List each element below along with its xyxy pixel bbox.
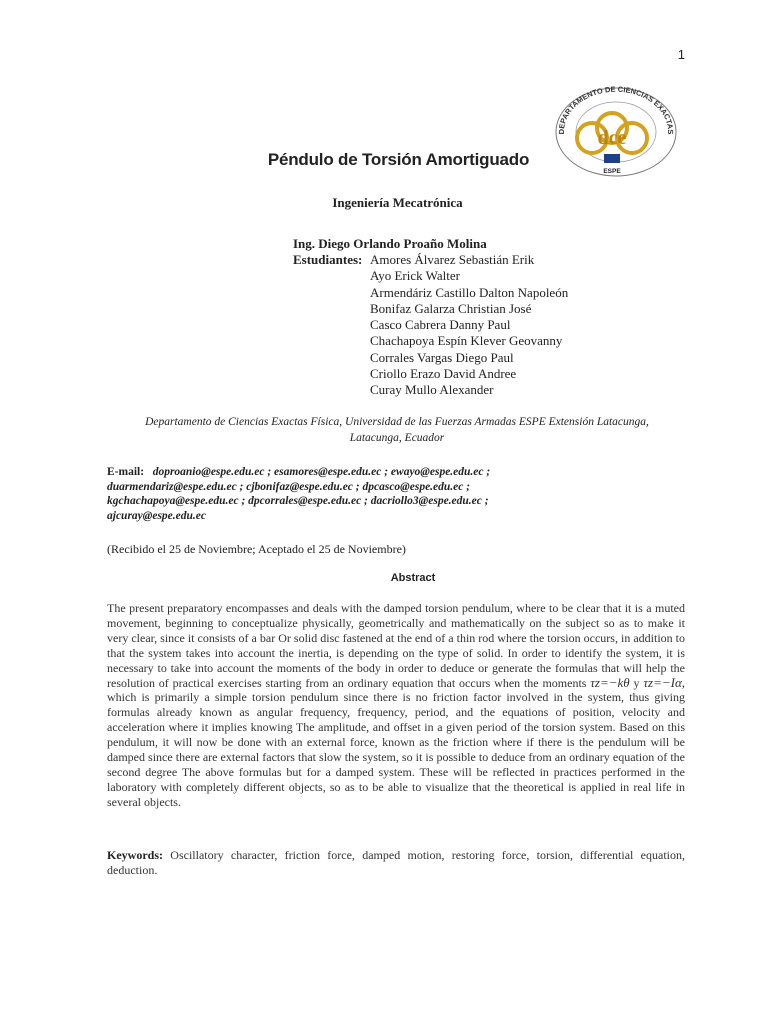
keywords-text: Oscillatory character, friction force, damped motion, restoring force, torsion, differential equation, deduction. xyxy=(107,848,685,877)
paper-subtitle: Ingeniería Mecatrónica xyxy=(332,195,463,210)
affiliation-line: Latacunga, Ecuador xyxy=(349,432,445,444)
logo-ring-text: DEPARTAMENTO DE CIENCIAS EXACTAS xyxy=(556,84,676,135)
student-name: Curay Mullo Alexander xyxy=(370,382,494,398)
keywords xyxy=(107,848,685,878)
keywords-label: Keywords: xyxy=(107,848,163,862)
torque-equation-inertia: τz=−Iα, xyxy=(643,674,686,690)
email-line: kgchachapoya@espe.edu.ec ; dpcorrales@espe.edu.ec ; dacriollo3@espe.edu.ec ; xyxy=(107,495,489,507)
student-name: Chachapoya Espín Klever Geovanny xyxy=(370,333,563,349)
students-list xyxy=(370,252,568,399)
affiliation xyxy=(107,414,687,446)
email-line: ajcuray@espe.edu.ec xyxy=(107,509,206,522)
abstract-body xyxy=(107,601,685,810)
received-accepted-dates: (Recibido el 25 de Noviembre; Aceptado el 25 de Noviembre) xyxy=(107,542,406,556)
page-number: 1 xyxy=(677,47,685,62)
affiliation-line: Departamento de Ciencias Exactas Física, Universidad de las Fuerzas Armadas ESPE Extensión Latacunga, xyxy=(145,416,649,428)
conjunction: y xyxy=(633,675,640,690)
student-name: Armendáriz Castillo Dalton Napoleón xyxy=(370,284,569,300)
author-name: Ing. Diego Orlando Proaño Molina xyxy=(293,236,487,251)
student-name: Corrales Vargas Diego Paul xyxy=(370,349,514,365)
torque-equation-spring: τz=−kθ xyxy=(590,674,630,690)
email-line: doproanio@espe.edu.ec ; esamores@espe.edu.ec ; ewayo@espe.edu.ec ; xyxy=(152,466,491,478)
email-block xyxy=(107,465,667,523)
logo-caption: ESPE xyxy=(603,168,621,175)
student-name: Criollo Erazo David Andree xyxy=(370,366,517,382)
paper-title: Péndulo de Torsión Amortiguado xyxy=(267,150,530,169)
student-name: Amores Álvarez Sebastián Erik xyxy=(370,252,535,267)
student-name: Ayo Erick Walter xyxy=(370,268,460,284)
student-name: Casco Cabrera Danny Paul xyxy=(370,317,511,333)
abstract-text: which is primarily a simple torsion pendulum since there is no friction factor involved in the system, thus giving formulas already known as angular frequency, frequency, period, and the equations of position, velocity and acceleration where it implies knowing The amplitude, and offset in a given period of the torsion system. Based on this pendulum, it will now be done with an external force, known as the friction where if there is the pendulum will be damped since there are external factors that slow the system, so it is possible to deduce from an ordinary equation of the second degree The above formulas but for a damped system. These will be reflected in practices performed in the laboratory with completely different objects, so as to be able to visualize that the theoretical is applied in real life in several objects. xyxy=(107,690,685,809)
student-name: Bonifaz Galarza Christian José xyxy=(370,300,532,316)
abstract-heading: Abstract xyxy=(390,572,436,584)
abstract-text: The present preparatory encompasses and deals with the damped torsion pendulum, where to be clear that it is a muted movement, beginning to conceptualize physically, geometrically and mathematically on the subject so as to make it very clear, since it consists of a bar Or solid disc fastened at the end of a thin rod where the torsion occurs, in addition to that the system takes into account the inertia, is depending on the type of solid. In order to identify the system, it is necessary to take into account the moments of the body in order to deduce or generate the formulas that will help the resolution of practical exercises starting from an ordinary equation that occurs when the moments xyxy=(107,601,685,690)
students-label: Estudiantes: xyxy=(293,252,363,267)
email-label: E-mail: xyxy=(107,466,145,478)
email-line: duarmendariz@espe.edu.ec ; cjbonifaz@espe.edu.ec ; dpcasco@espe.edu.ec ; xyxy=(107,480,471,493)
logo-mark: dce xyxy=(597,127,627,149)
